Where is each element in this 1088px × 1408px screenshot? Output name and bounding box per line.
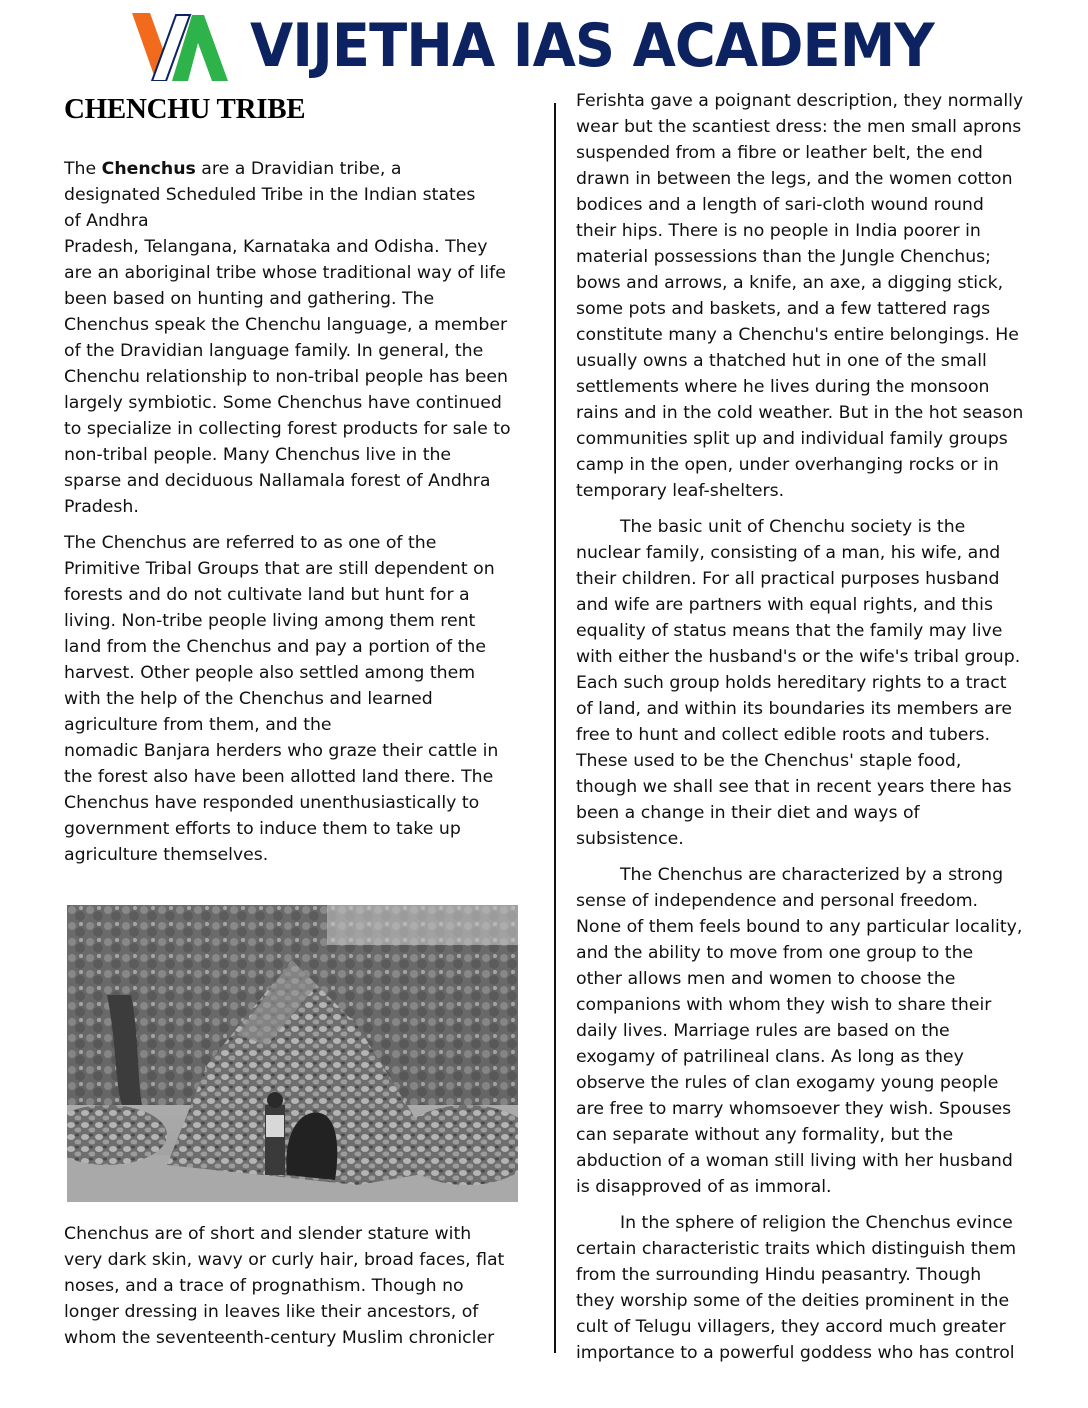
text-line: whom the seventeenth-century Muslim chronicler (64, 1328, 495, 1348)
text-line: Pradesh, Telangana, Karnataka and Odisha. They (64, 237, 488, 257)
column-right (576, 88, 1046, 1366)
text-line: their hips. There is no people in India poorer in (576, 221, 981, 241)
text-line: and wife are partners with equal rights, and this (576, 595, 993, 615)
text-line: very dark skin, wavy or curly hair, broad faces, flat (64, 1250, 505, 1270)
paragraph-intro (64, 156, 534, 520)
text-line: daily lives. Marriage rules are based on the (576, 1021, 950, 1041)
text-line: Chenchu relationship to non-tribal people has been (64, 367, 508, 387)
text-line: observe the rules of clan exogamy young people (576, 1073, 999, 1093)
column-left (64, 156, 534, 868)
bold-term: Chenchus (101, 159, 196, 179)
text-line: their children. For all practical purposes husband (576, 569, 1000, 589)
text-line: forests and do not cultivate land but hunt for a (64, 585, 470, 605)
paragraph-religion (576, 1210, 1046, 1366)
text-line: bows and arrows, a knife, an axe, a digging stick, (576, 273, 1004, 293)
text-line: bodices and a length of sari-cloth wound round (576, 195, 984, 215)
text-line: Chenchus speak the Chenchu language, a member (64, 315, 508, 335)
text-line: Ferishta gave a poignant description, they normally (576, 91, 1024, 111)
text-line: The Chenchus are a Dravidian tribe, a (64, 159, 402, 179)
hut-photo (67, 905, 518, 1202)
text-line: agriculture themselves. (64, 845, 269, 865)
academy-logo-icon (132, 13, 252, 81)
text-line: with either the husband's or the wife's tribal group. (576, 647, 1021, 667)
text-line: of the Dravidian language family. In general, the (64, 341, 484, 361)
text-line: importance to a powerful goddess who has control (576, 1343, 1015, 1363)
text-line: rains and in the cold weather. But in the hot season (576, 403, 1024, 423)
paragraph-dress-possessions (576, 88, 1046, 504)
text-line: nuclear family, consisting of a man, his wife, and (576, 543, 1001, 563)
text-line: Chenchus have responded unenthusiastically to (64, 793, 480, 813)
text-line: and the ability to move from one group to the (576, 943, 974, 963)
text-line: is disapproved of as immoral. (576, 1177, 832, 1197)
text-line: though we shall see that in recent years there has (576, 777, 1012, 797)
text-line: settlements where he lives during the monsoon (576, 377, 990, 397)
text-line: Pradesh. (64, 497, 139, 517)
text-line: with the help of the Chenchus and learned (64, 689, 433, 709)
text-line: are free to marry whomsoever they wish. Spouses (576, 1099, 1012, 1119)
paragraph-primitive-groups (64, 530, 534, 868)
text-line: largely symbiotic. Some Chenchus have continued (64, 393, 502, 413)
text-line: sense of independence and personal freedom. (576, 891, 979, 911)
text-line: Each such group holds hereditary rights to a tract (576, 673, 1007, 693)
text-line: living. Non-tribe people living among them rent (64, 611, 476, 631)
text-line: from the surrounding Hindu peasantry. Though (576, 1265, 982, 1285)
text-line: sparse and deciduous Nallamala forest of Andhra (64, 471, 491, 491)
paragraph-physical-traits (64, 1221, 534, 1351)
text-line: Chenchus are of short and slender stature with (64, 1224, 472, 1244)
column-divider (554, 103, 556, 1353)
text-line: camp in the open, under overhanging rocks or in (576, 455, 999, 475)
text-line: they worship some of the deities prominent in the (576, 1291, 1010, 1311)
text-line: can separate without any formality, but the (576, 1125, 954, 1145)
text-line: The Chenchus are characterized by a strong (620, 865, 1004, 885)
text-line: the forest also have been allotted land there. The (64, 767, 494, 787)
text-line: to specialize in collecting forest products for sale to (64, 419, 511, 439)
text-line: abduction of a woman still living with her husband (576, 1151, 1013, 1171)
academy-header (132, 10, 932, 84)
text-line: other allows men and women to choose the (576, 969, 956, 989)
text-line: constitute many a Chenchu's entire belongings. He (576, 325, 1019, 345)
text-line: certain characteristic traits which distinguish them (576, 1239, 1017, 1259)
text-line: nomadic Banjara herders who graze their cattle in (64, 741, 499, 761)
text-line: are an aboriginal tribe whose traditional way of life (64, 263, 506, 283)
text-line: Primitive Tribal Groups that are still dependent on (64, 559, 495, 579)
text-line: noses, and a trace of prognathism. Though no (64, 1276, 464, 1296)
text-line: of Andhra (64, 211, 149, 231)
text-line: non-tribal people. Many Chenchus live in the (64, 445, 452, 465)
text-line: communities split up and individual family groups (576, 429, 1008, 449)
text-line: cult of Telugu villagers, they accord much greater (576, 1317, 1006, 1337)
text-line: agriculture from them, and the (64, 715, 332, 735)
text-line: None of them feels bound to any particular locality, (576, 917, 1023, 937)
text-line: wear but the scantiest dress: the men small aprons (576, 117, 1022, 137)
text-line: been a change in their diet and ways of (576, 803, 920, 823)
text-line: material possessions than the Jungle Chenchus; (576, 247, 991, 267)
text-line: been based on hunting and gathering. The (64, 289, 435, 309)
text-line: temporary leaf-shelters. (576, 481, 785, 501)
text-line: longer dressing in leaves like their ancestors, of (64, 1302, 479, 1322)
text-line: harvest. Other people also settled among them (64, 663, 476, 683)
paragraph-family-unit (576, 514, 1046, 852)
text-line: The Chenchus are referred to as one of the (64, 533, 437, 553)
text-line: In the sphere of religion the Chenchus evince (620, 1213, 1013, 1233)
text-line: some pots and baskets, and a few tattered rags (576, 299, 991, 319)
text-line: free to hunt and collect edible roots and tubers. (576, 725, 990, 745)
text-line: exogamy of patrilineal clans. As long as they (576, 1047, 964, 1067)
text-line: drawn in between the legs, and the women cotton (576, 169, 1013, 189)
text-line: subsistence. (576, 829, 684, 849)
text-line: usually owns a thatched hut in one of the small (576, 351, 987, 371)
text-line: These used to be the Chenchus' staple food, (576, 751, 962, 771)
text-line: government efforts to induce them to take up (64, 819, 461, 839)
text-line: The basic unit of Chenchu society is the (620, 517, 966, 537)
text-line: companions with whom they wish to share their (576, 995, 992, 1015)
text-line: land from the Chenchus and pay a portion of the (64, 637, 486, 657)
brand-name: VIJETHA IAS ACADEMY (250, 11, 934, 81)
column-left-bottom (64, 1221, 534, 1351)
text-line: of land, and within its boundaries its members are (576, 699, 1013, 719)
text-line: equality of status means that the family may live (576, 621, 1003, 641)
page-title: CHENCHU TRIBE (64, 93, 306, 125)
hut-photo-image (67, 905, 518, 1202)
text-line: suspended from a fibre or leather belt, the end (576, 143, 983, 163)
text-line: designated Scheduled Tribe in the Indian states (64, 185, 476, 205)
paragraph-independence-marriage (576, 862, 1046, 1200)
